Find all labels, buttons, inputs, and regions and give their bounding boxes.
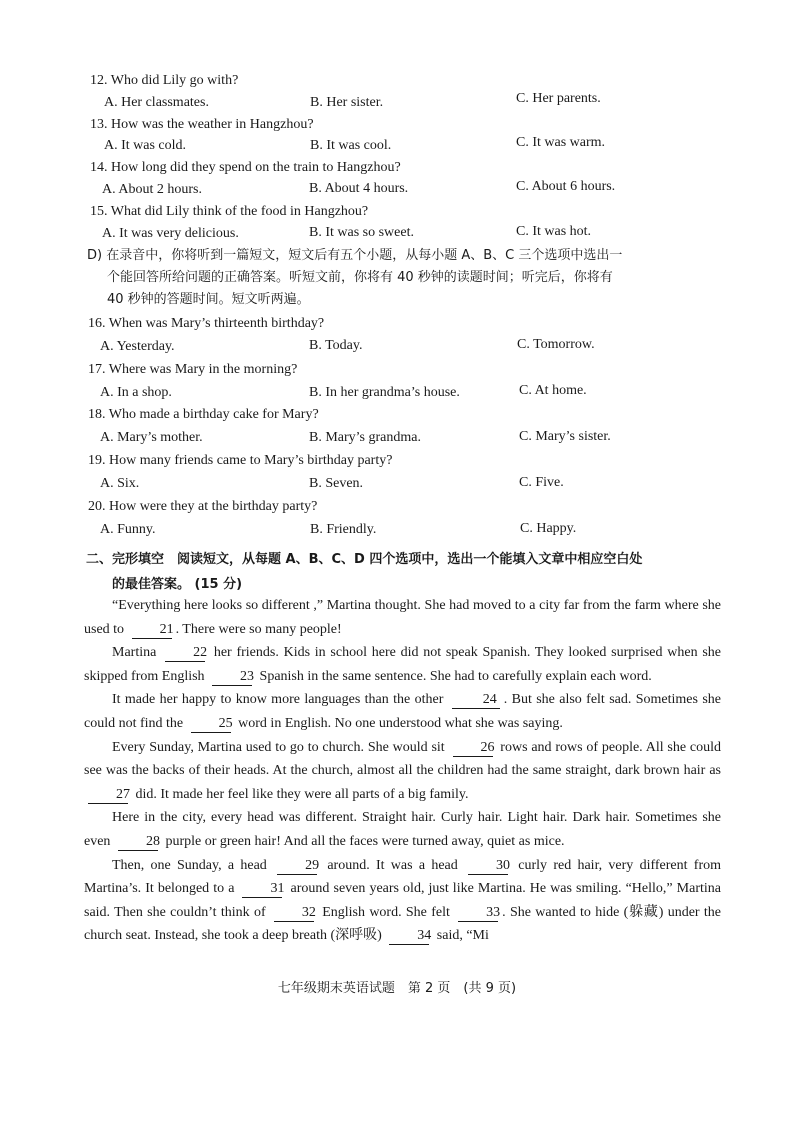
question-17: 17. Where was Mary in the morning? — [88, 362, 298, 377]
option-18-a: A. Mary’s mother. — [100, 430, 203, 445]
paragraph-text: . But she also felt sad. Sometimes she could not find the — [84, 692, 721, 731]
option-19-a: A. Six. — [100, 476, 140, 491]
blank-23: 23 — [212, 669, 252, 686]
option-16-c: C. Tomorrow. — [517, 337, 595, 352]
blank-31: 31 — [242, 881, 282, 898]
paragraph-text: It made her happy to know more languages than the other — [112, 692, 448, 708]
paragraph-text: Martina — [112, 645, 162, 661]
paragraph-5 — [84, 806, 721, 853]
paragraph-text: word in English. No one understood what she was saying. — [234, 715, 563, 731]
blank-26: 26 — [453, 740, 493, 757]
option-13-b: B. It was cool. — [310, 138, 392, 153]
paragraph-text: did. It made her feel like they were all parts of a big family. — [132, 786, 469, 802]
option-16-b: B. Today. — [309, 338, 363, 353]
paragraph-text: Here in the city, every head was different. Straight hair. Curly hair. Light hair. Dark hair. Sometimes she even — [84, 810, 721, 849]
paragraph-text: around seven years old, just like Martina. He was smiling. “Hello,” Martina said. Then she couldn’t think of — [84, 881, 721, 920]
question-16: 16. When was Mary’s thirteenth birthday? — [88, 316, 325, 331]
page-footer: 七年级期末英语试题 第 2 页 (共 9 页) — [277, 981, 517, 996]
blank-29: 29 — [277, 858, 317, 875]
section-d-line-3: 40 秒钟的答题时间。短文听两遍。 — [107, 292, 310, 307]
question-14: 14. How long did they spend on the train to Hangzhou? — [90, 160, 401, 175]
option-17-c: C. At home. — [519, 383, 587, 398]
paragraph-text: rows and rows of people. All she could see was the backs of their heads. At the church, almost all the children had the same straight, dark brown hair as — [84, 739, 721, 779]
paragraph-4 — [84, 736, 721, 807]
paragraph-3 — [84, 688, 721, 735]
option-16-a: A. Yesterday. — [100, 339, 175, 354]
paragraph-text: around. It was a head — [321, 857, 465, 873]
cloze-heading-line-2: 的最佳答案。 (15 分) — [112, 577, 243, 592]
option-14-c: C. About 6 hours. — [516, 179, 616, 194]
option-12-c: C. Her parents. — [516, 91, 601, 106]
option-15-a: A. It was very delicious. — [102, 226, 239, 241]
option-17-a: A. In a shop. — [100, 385, 172, 400]
option-13-a: A. It was cold. — [104, 138, 187, 153]
blank-24: 24 — [452, 692, 500, 709]
paragraph-text: . She wanted to hide (躲藏) under the church seat. Instead, she took a deep breath (深呼吸) — [84, 904, 721, 944]
option-14-b: B. About 4 hours. — [309, 181, 409, 196]
option-20-a: A. Funny. — [100, 522, 156, 537]
paragraph-6 — [84, 854, 721, 948]
paragraph-text: Every Sunday, Martina used to go to church. She would sit — [112, 739, 449, 755]
option-20-b: B. Friendly. — [310, 522, 377, 537]
question-20: 20. How were they at the birthday party? — [88, 499, 318, 514]
option-19-c: C. Five. — [519, 475, 564, 490]
blank-27: 27 — [88, 787, 128, 804]
paragraph-text: her friends. Kids in school here did not speak Spanish. They looked surprised when she skipped from English — [84, 645, 721, 684]
paragraph-text: “Everything here looks so different ,” Martina thought. She had moved to a city far from the farm where she used to — [84, 598, 721, 637]
paragraph-text: Then, one Sunday, a head — [112, 857, 274, 873]
paragraph-2 — [84, 641, 721, 688]
paragraph-text: purple or green hair! And all the faces were turned away, quiet as mice. — [161, 833, 565, 849]
section-d-line-2: 个能回答所给问题的正确答案。听短文前，你将有 40 秒钟的读题时间；听完后，你将有 — [107, 270, 613, 285]
blank-32: 32 — [274, 905, 314, 922]
question-13: 13. How was the weather in Hangzhou? — [90, 117, 314, 132]
option-20-c: C. Happy. — [520, 521, 577, 536]
question-19: 19. How many friends came to Mary’s birthday party? — [88, 453, 393, 468]
section-d-line-1: D) 在录音中，你将听到一篇短文，短文后有五个小题，从每小题 A、B、C 三个选项中选出一 — [87, 248, 623, 263]
option-18-c: C. Mary’s sister. — [519, 429, 611, 444]
question-18: 18. Who made a birthday cake for Mary? — [88, 407, 319, 422]
option-18-b: B. Mary’s grandma. — [309, 430, 421, 445]
cloze-heading-line-1: 二、完形填空 阅读短文，从每题 A、B、C、D 四个选项中，选出一个能填入文章中相应空白处 — [86, 552, 643, 567]
blank-21: 21 — [132, 622, 172, 639]
option-12-b: B. Her sister. — [310, 95, 384, 110]
option-19-b: B. Seven. — [309, 476, 364, 491]
question-12: 12. Who did Lily go with? — [90, 73, 239, 88]
blank-34: 34 — [389, 928, 429, 945]
blank-22: 22 — [165, 645, 205, 662]
option-14-a: A. About 2 hours. — [102, 182, 202, 197]
blank-30: 30 — [468, 858, 508, 875]
cloze-passage — [84, 594, 721, 948]
paragraph-1 — [84, 594, 721, 641]
paragraph-text: Spanish in the same sentence. She had to carefully explain each word. — [256, 668, 652, 684]
paragraph-text: curly red hair, very different from Martina’s. It belonged to a — [84, 857, 721, 897]
option-17-b: B. In her grandma’s house. — [309, 385, 460, 400]
option-12-a: A. Her classmates. — [104, 95, 209, 110]
paragraph-text: English word. She felt — [317, 904, 455, 920]
option-15-b: B. It was so sweet. — [309, 225, 414, 240]
blank-28: 28 — [118, 834, 158, 851]
option-13-c: C. It was warm. — [516, 135, 606, 150]
paragraph-text: . There were so many people! — [175, 621, 342, 637]
paragraph-text: said, “Mi — [433, 928, 489, 944]
blank-25: 25 — [191, 716, 231, 733]
option-15-c: C. It was hot. — [516, 224, 592, 239]
question-15: 15. What did Lily think of the food in Hangzhou? — [90, 204, 369, 219]
blank-33: 33 — [458, 905, 498, 922]
